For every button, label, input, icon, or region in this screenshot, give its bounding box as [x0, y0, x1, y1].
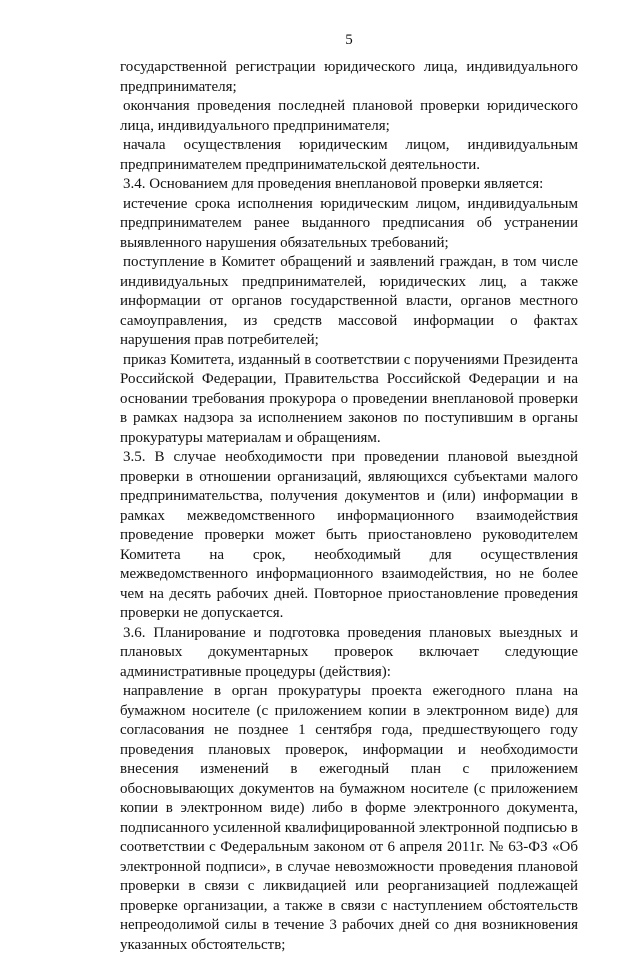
paragraph-8: 3.5. В случае необходимости при проведении плановой выездной проверки в отношении организаций, являющихся субъектами малого предпринимательства, получения документов и (или) информации в рамках межведомственного информационного взаимодействия проведение проверки может быть приостановлено руководителем Комитета на срок, необходимый для осуществления межведомственного информационного взаимодействия, но не более чем на десять рабочих дней. Повторное приостановление проведения проверки не допускается. [120, 449, 578, 621]
paragraph-2: окончания проведения последней плановой проверки юридического лица, индивидуального предпринимателя; [120, 98, 578, 134]
document-body [120, 58, 578, 955]
paragraph-1: государственной регистрации юридического лица, индивидуального предпринимателя; [120, 59, 578, 95]
paragraph-3: начала осуществления юридическим лицом, индивидуальным предпринимателем предпринимательской деятельности. [120, 137, 578, 173]
paragraph-4: 3.4. Основанием для проведения внеплановой проверки является: [123, 176, 544, 192]
paragraph-9: 3.6. Планирование и подготовка проведения плановых выездных и плановых документарных проверок включает следующие административные процедуры (действия): [120, 624, 578, 680]
paragraph-6: поступление в Комитет обращений и заявлений граждан, в том числе индивидуальных предпринимателей, юридических лиц, а также информации от органов государственной власти, органов местного самоуправления, из средств массовой информации о фактах нарушения прав потребителей; [120, 254, 578, 348]
page-number: 5 [345, 32, 353, 48]
paragraph-10: направление в орган прокуратуры проекта ежегодного плана на бумажном носителе (с приложением копии в электронном виде) для согласования не позднее 1 сентября года, предшествующего году проведения плановых проверок, информации и необходимости внесения изменений в ежегодный план с приложением обосновывающих документов на бумажном носителе (с приложением копии в электронном виде) либо в форме электронного документа, подписанного усиленной квалифицированной электронной подписью в соответствии с Федеральным законом от 6 апреля 2011г. № 63-ФЗ «Об электронной подписи», в случае невозможности проведения плановой проверки в связи с ликвидацией или реорганизацией подлежащей проверке организации, а также в связи с наступлением обстоятельств непреодолимой силы в течение 3 рабочих дней со дня возникновения указанных обстоятельств; [120, 683, 578, 953]
document-page [120, 30, 578, 955]
paragraph-5: истечение срока исполнения юридическим лицом, индивидуальным предпринимателем ранее выданного предписания об устранении выявленного нарушения обязательных требований; [120, 195, 578, 251]
paragraph-7: приказ Комитета, изданный в соответствии с поручениями Президента Российской Федерации, Правительства Российской Федерации и на основании требования прокурора о проведении внеплановой проверки в рамках надзора за исполнением законов по поступившим в органы прокуратуры материалам и обращениям. [120, 351, 578, 446]
